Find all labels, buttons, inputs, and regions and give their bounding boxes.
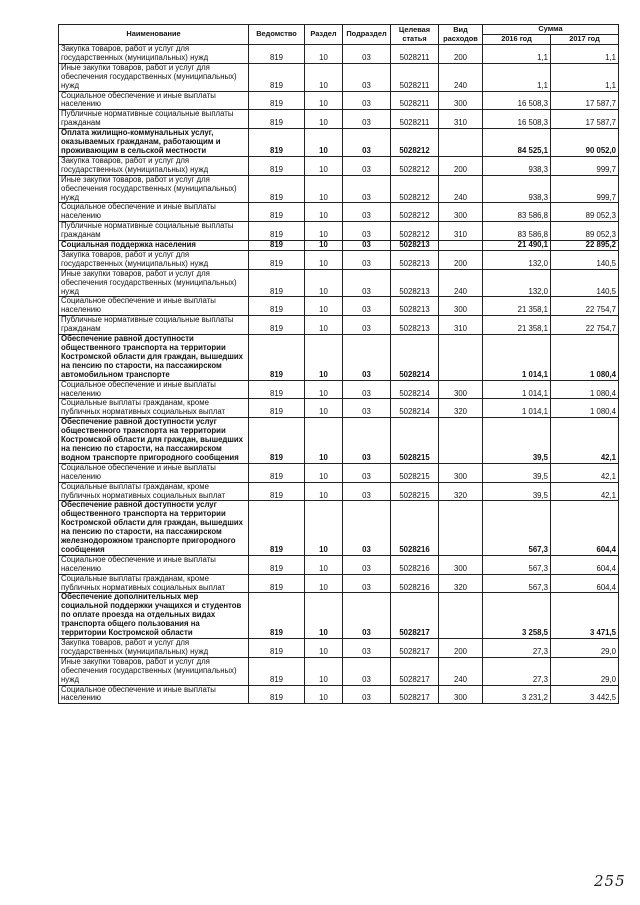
row-sum-2017: 999,7 bbox=[551, 175, 619, 203]
row-name: Социальная поддержка населения bbox=[59, 241, 249, 251]
row-subsection: 03 bbox=[343, 110, 391, 129]
header-department: Ведомство bbox=[249, 25, 305, 45]
row-section: 10 bbox=[305, 501, 343, 555]
row-expense-type: 300 bbox=[439, 91, 483, 110]
row-name: Социальное обеспечение и иные выплаты населению bbox=[59, 685, 249, 704]
row-subsection: 03 bbox=[343, 657, 391, 685]
row-department: 819 bbox=[249, 129, 305, 157]
row-sum-2016: 132,0 bbox=[483, 250, 551, 269]
row-subsection: 03 bbox=[343, 269, 391, 297]
table-row bbox=[59, 297, 619, 316]
row-sum-2017: 3 471,5 bbox=[551, 593, 619, 639]
row-sum-2016: 21 358,1 bbox=[483, 297, 551, 316]
table-row bbox=[59, 156, 619, 175]
row-subsection: 03 bbox=[343, 250, 391, 269]
row-sum-2017: 42,1 bbox=[551, 418, 619, 464]
row-target: 5028212 bbox=[391, 129, 439, 157]
row-subsection: 03 bbox=[343, 129, 391, 157]
row-subsection: 03 bbox=[343, 380, 391, 399]
row-sum-2017: 29,0 bbox=[551, 639, 619, 658]
table-row bbox=[59, 222, 619, 241]
row-sum-2016: 16 508,3 bbox=[483, 110, 551, 129]
row-sum-2017: 89 052,3 bbox=[551, 203, 619, 222]
row-section: 10 bbox=[305, 250, 343, 269]
row-name: Социальное обеспечение и иные выплаты населению bbox=[59, 91, 249, 110]
row-expense-type: 200 bbox=[439, 639, 483, 658]
row-name: Оплата жилищно-коммунальных услуг, оказываемых гражданам, работающим и проживающим в сельской местности bbox=[59, 129, 249, 157]
row-subsection: 03 bbox=[343, 91, 391, 110]
row-department: 819 bbox=[249, 463, 305, 482]
row-target: 5028217 bbox=[391, 657, 439, 685]
row-department: 819 bbox=[249, 269, 305, 297]
table-row bbox=[59, 203, 619, 222]
row-name: Социальные выплаты гражданам, кроме публичных нормативных социальных выплат bbox=[59, 399, 249, 418]
row-sum-2016: 39,5 bbox=[483, 463, 551, 482]
row-department: 819 bbox=[249, 297, 305, 316]
row-name: Публичные нормативные социальные выплаты гражданам bbox=[59, 316, 249, 335]
row-sum-2017: 1 080,4 bbox=[551, 380, 619, 399]
row-sum-2017: 29,0 bbox=[551, 657, 619, 685]
row-department: 819 bbox=[249, 63, 305, 91]
row-section: 10 bbox=[305, 203, 343, 222]
row-department: 819 bbox=[249, 241, 305, 251]
row-subsection: 03 bbox=[343, 555, 391, 574]
row-sum-2016: 567,3 bbox=[483, 555, 551, 574]
row-sum-2017: 22 895,2 bbox=[551, 241, 619, 251]
row-subsection: 03 bbox=[343, 335, 391, 381]
row-name: Социальное обеспечение и иные выплаты населению bbox=[59, 203, 249, 222]
row-name: Социальное обеспечение и иные выплаты населению bbox=[59, 380, 249, 399]
row-expense-type bbox=[439, 593, 483, 639]
table-body bbox=[59, 45, 619, 704]
row-department: 819 bbox=[249, 555, 305, 574]
row-department: 819 bbox=[249, 203, 305, 222]
row-sum-2016: 84 525,1 bbox=[483, 129, 551, 157]
row-expense-type: 310 bbox=[439, 110, 483, 129]
row-subsection: 03 bbox=[343, 463, 391, 482]
row-name: Иные закупки товаров, работ и услуг для обеспечения государственных (муниципальных) нужд bbox=[59, 63, 249, 91]
row-section: 10 bbox=[305, 269, 343, 297]
row-name: Публичные нормативные социальные выплаты гражданам bbox=[59, 222, 249, 241]
table-row bbox=[59, 399, 619, 418]
row-sum-2017: 999,7 bbox=[551, 156, 619, 175]
table-row bbox=[59, 269, 619, 297]
table-row bbox=[59, 63, 619, 91]
row-name: Обеспечение равной доступности услуг общественного транспорта на территории Костромской области для граждан, вышедших на пенсию по старости, на пассажирском железнодорожном транспорте пригородного сообщения bbox=[59, 501, 249, 555]
row-target: 5028213 bbox=[391, 297, 439, 316]
table-row bbox=[59, 175, 619, 203]
row-sum-2017: 17 587,7 bbox=[551, 91, 619, 110]
row-name: Обеспечение равной доступности услуг общественного транспорта на территории Костромской области для граждан, вышедших на пенсию по старости, на пассажирском водном транспорте пригородного сообщения bbox=[59, 418, 249, 464]
table-row bbox=[59, 463, 619, 482]
row-sum-2017: 140,5 bbox=[551, 250, 619, 269]
row-sum-2016: 1 014,1 bbox=[483, 335, 551, 381]
row-target: 5028215 bbox=[391, 482, 439, 501]
row-sum-2016: 3 258,5 bbox=[483, 593, 551, 639]
row-name: Социальные выплаты гражданам, кроме публичных нормативных социальных выплат bbox=[59, 482, 249, 501]
table-row bbox=[59, 482, 619, 501]
row-name: Обеспечение равной доступности общественного транспорта на территории Костромской области для граждан, вышедших на пенсию по старости, на пассажирском автомобильном транспорте bbox=[59, 335, 249, 381]
row-subsection: 03 bbox=[343, 222, 391, 241]
row-expense-type: 300 bbox=[439, 463, 483, 482]
row-target: 5028212 bbox=[391, 175, 439, 203]
row-subsection: 03 bbox=[343, 156, 391, 175]
row-sum-2017: 1 080,4 bbox=[551, 335, 619, 381]
row-target: 5028217 bbox=[391, 685, 439, 704]
row-name: Социальное обеспечение и иные выплаты населению bbox=[59, 555, 249, 574]
row-sum-2017: 604,4 bbox=[551, 574, 619, 593]
row-department: 819 bbox=[249, 593, 305, 639]
table-row bbox=[59, 241, 619, 251]
row-subsection: 03 bbox=[343, 45, 391, 64]
page-number: 255 bbox=[594, 872, 626, 890]
row-name: Социальное обеспечение и иные выплаты населению bbox=[59, 463, 249, 482]
row-sum-2017: 1 080,4 bbox=[551, 399, 619, 418]
table-row bbox=[59, 316, 619, 335]
row-sum-2016: 83 586,8 bbox=[483, 203, 551, 222]
row-sum-2016: 132,0 bbox=[483, 269, 551, 297]
row-name: Закупка товаров, работ и услуг для государственных (муниципальных) нужд bbox=[59, 639, 249, 658]
row-target: 5028216 bbox=[391, 555, 439, 574]
row-expense-type bbox=[439, 241, 483, 251]
row-section: 10 bbox=[305, 380, 343, 399]
header-name: Наименование bbox=[59, 25, 249, 45]
header-year-2017: 2017 год bbox=[551, 35, 619, 45]
row-expense-type: 300 bbox=[439, 203, 483, 222]
row-target: 5028211 bbox=[391, 91, 439, 110]
row-target: 5028217 bbox=[391, 639, 439, 658]
row-target: 5028214 bbox=[391, 335, 439, 381]
row-subsection: 03 bbox=[343, 593, 391, 639]
row-sum-2016: 567,3 bbox=[483, 501, 551, 555]
row-section: 10 bbox=[305, 639, 343, 658]
row-sum-2017: 3 442,5 bbox=[551, 685, 619, 704]
row-expense-type: 320 bbox=[439, 574, 483, 593]
row-target: 5028214 bbox=[391, 399, 439, 418]
row-expense-type: 240 bbox=[439, 657, 483, 685]
row-sum-2017: 90 052,0 bbox=[551, 129, 619, 157]
row-target: 5028215 bbox=[391, 418, 439, 464]
row-department: 819 bbox=[249, 156, 305, 175]
row-department: 819 bbox=[249, 91, 305, 110]
row-name: Закупка товаров, работ и услуг для государственных (муниципальных) нужд bbox=[59, 45, 249, 64]
row-department: 819 bbox=[249, 175, 305, 203]
row-section: 10 bbox=[305, 482, 343, 501]
row-department: 819 bbox=[249, 482, 305, 501]
row-expense-type: 320 bbox=[439, 399, 483, 418]
row-subsection: 03 bbox=[343, 501, 391, 555]
table-header bbox=[59, 25, 619, 45]
row-expense-type bbox=[439, 501, 483, 555]
row-subsection: 03 bbox=[343, 316, 391, 335]
row-name: Социальные выплаты гражданам, кроме публичных нормативных социальных выплат bbox=[59, 574, 249, 593]
row-section: 10 bbox=[305, 63, 343, 91]
budget-table bbox=[58, 24, 619, 704]
row-section: 10 bbox=[305, 555, 343, 574]
row-name: Закупка товаров, работ и услуг для государственных (муниципальных) нужд bbox=[59, 250, 249, 269]
row-target: 5028217 bbox=[391, 593, 439, 639]
row-target: 5028213 bbox=[391, 269, 439, 297]
row-name: Иные закупки товаров, работ и услуг для обеспечения государственных (муниципальных) нужд bbox=[59, 175, 249, 203]
row-section: 10 bbox=[305, 222, 343, 241]
row-expense-type: 240 bbox=[439, 175, 483, 203]
row-target: 5028211 bbox=[391, 110, 439, 129]
row-department: 819 bbox=[249, 399, 305, 418]
table-row bbox=[59, 335, 619, 381]
row-sum-2016: 83 586,8 bbox=[483, 222, 551, 241]
row-subsection: 03 bbox=[343, 175, 391, 203]
row-department: 819 bbox=[249, 316, 305, 335]
row-expense-type: 310 bbox=[439, 316, 483, 335]
row-section: 10 bbox=[305, 175, 343, 203]
table-row bbox=[59, 380, 619, 399]
row-section: 10 bbox=[305, 418, 343, 464]
row-section: 10 bbox=[305, 399, 343, 418]
row-expense-type: 240 bbox=[439, 269, 483, 297]
row-sum-2017: 22 754,7 bbox=[551, 316, 619, 335]
row-subsection: 03 bbox=[343, 685, 391, 704]
row-target: 5028212 bbox=[391, 156, 439, 175]
table-row bbox=[59, 657, 619, 685]
row-section: 10 bbox=[305, 45, 343, 64]
row-name: Социальное обеспечение и иные выплаты населению bbox=[59, 297, 249, 316]
row-target: 5028211 bbox=[391, 63, 439, 91]
row-subsection: 03 bbox=[343, 63, 391, 91]
row-department: 819 bbox=[249, 222, 305, 241]
row-sum-2016: 1 014,1 bbox=[483, 399, 551, 418]
row-sum-2017: 604,4 bbox=[551, 501, 619, 555]
row-department: 819 bbox=[249, 110, 305, 129]
row-department: 819 bbox=[249, 250, 305, 269]
row-department: 819 bbox=[249, 639, 305, 658]
row-department: 819 bbox=[249, 501, 305, 555]
row-target: 5028212 bbox=[391, 203, 439, 222]
row-section: 10 bbox=[305, 316, 343, 335]
row-sum-2017: 89 052,3 bbox=[551, 222, 619, 241]
row-sum-2017: 17 587,7 bbox=[551, 110, 619, 129]
table-row bbox=[59, 639, 619, 658]
row-department: 819 bbox=[249, 418, 305, 464]
row-section: 10 bbox=[305, 657, 343, 685]
row-section: 10 bbox=[305, 241, 343, 251]
row-expense-type: 320 bbox=[439, 482, 483, 501]
row-sum-2017: 1,1 bbox=[551, 63, 619, 91]
row-sum-2016: 21 490,1 bbox=[483, 241, 551, 251]
row-department: 819 bbox=[249, 380, 305, 399]
row-expense-type: 310 bbox=[439, 222, 483, 241]
header-target: Целевая статья bbox=[391, 25, 439, 45]
row-sum-2016: 21 358,1 bbox=[483, 316, 551, 335]
row-target: 5028213 bbox=[391, 316, 439, 335]
row-expense-type bbox=[439, 335, 483, 381]
table-row bbox=[59, 250, 619, 269]
table-row bbox=[59, 110, 619, 129]
table-row bbox=[59, 501, 619, 555]
row-sum-2016: 1,1 bbox=[483, 63, 551, 91]
row-sum-2017: 140,5 bbox=[551, 269, 619, 297]
row-expense-type: 300 bbox=[439, 555, 483, 574]
row-department: 819 bbox=[249, 685, 305, 704]
row-sum-2016: 27,3 bbox=[483, 639, 551, 658]
table-row bbox=[59, 593, 619, 639]
row-sum-2017: 1,1 bbox=[551, 45, 619, 64]
row-sum-2017: 42,1 bbox=[551, 463, 619, 482]
budget-sheet bbox=[58, 24, 618, 704]
row-target: 5028213 bbox=[391, 250, 439, 269]
row-department: 819 bbox=[249, 657, 305, 685]
row-target: 5028214 bbox=[391, 380, 439, 399]
row-subsection: 03 bbox=[343, 297, 391, 316]
table-row bbox=[59, 45, 619, 64]
row-section: 10 bbox=[305, 685, 343, 704]
table-row bbox=[59, 418, 619, 464]
row-section: 10 bbox=[305, 463, 343, 482]
row-expense-type bbox=[439, 418, 483, 464]
row-section: 10 bbox=[305, 593, 343, 639]
row-expense-type: 300 bbox=[439, 685, 483, 704]
row-expense-type: 300 bbox=[439, 380, 483, 399]
row-expense-type bbox=[439, 129, 483, 157]
row-section: 10 bbox=[305, 297, 343, 316]
row-section: 10 bbox=[305, 110, 343, 129]
row-department: 819 bbox=[249, 45, 305, 64]
row-target: 5028212 bbox=[391, 222, 439, 241]
row-name: Публичные нормативные социальные выплаты гражданам bbox=[59, 110, 249, 129]
row-name: Закупка товаров, работ и услуг для государственных (муниципальных) нужд bbox=[59, 156, 249, 175]
header-year-2016: 2016 год bbox=[483, 35, 551, 45]
row-department: 819 bbox=[249, 574, 305, 593]
row-subsection: 03 bbox=[343, 639, 391, 658]
row-section: 10 bbox=[305, 156, 343, 175]
row-name: Иные закупки товаров, работ и услуг для обеспечения государственных (муниципальных) нужд bbox=[59, 269, 249, 297]
row-expense-type: 240 bbox=[439, 63, 483, 91]
row-expense-type: 200 bbox=[439, 45, 483, 64]
row-target: 5028211 bbox=[391, 45, 439, 64]
row-subsection: 03 bbox=[343, 482, 391, 501]
row-target: 5028213 bbox=[391, 241, 439, 251]
row-sum-2016: 39,5 bbox=[483, 482, 551, 501]
table-row bbox=[59, 685, 619, 704]
row-section: 10 bbox=[305, 574, 343, 593]
table-row bbox=[59, 555, 619, 574]
row-sum-2016: 3 231,2 bbox=[483, 685, 551, 704]
table-row bbox=[59, 91, 619, 110]
row-subsection: 03 bbox=[343, 241, 391, 251]
row-sum-2016: 938,3 bbox=[483, 175, 551, 203]
row-sum-2016: 1 014,1 bbox=[483, 380, 551, 399]
row-sum-2016: 27,3 bbox=[483, 657, 551, 685]
row-section: 10 bbox=[305, 129, 343, 157]
row-sum-2016: 1,1 bbox=[483, 45, 551, 64]
row-department: 819 bbox=[249, 335, 305, 381]
row-subsection: 03 bbox=[343, 203, 391, 222]
row-subsection: 03 bbox=[343, 399, 391, 418]
row-target: 5028216 bbox=[391, 574, 439, 593]
row-name: Иные закупки товаров, работ и услуг для обеспечения государственных (муниципальных) нужд bbox=[59, 657, 249, 685]
row-name: Обеспечение дополнительных мер социальной поддержки учащихся и студентов по оплате проезда на отдельных видах транспорта общего пользования на территории Костромской области bbox=[59, 593, 249, 639]
row-sum-2017: 22 754,7 bbox=[551, 297, 619, 316]
row-section: 10 bbox=[305, 335, 343, 381]
row-subsection: 03 bbox=[343, 418, 391, 464]
row-section: 10 bbox=[305, 91, 343, 110]
row-expense-type: 300 bbox=[439, 297, 483, 316]
row-sum-2017: 42,1 bbox=[551, 482, 619, 501]
row-target: 5028215 bbox=[391, 463, 439, 482]
row-sum-2016: 16 508,3 bbox=[483, 91, 551, 110]
header-sum: Сумма bbox=[483, 25, 619, 35]
row-expense-type: 200 bbox=[439, 156, 483, 175]
row-sum-2016: 938,3 bbox=[483, 156, 551, 175]
table-row bbox=[59, 129, 619, 157]
row-subsection: 03 bbox=[343, 574, 391, 593]
row-expense-type: 200 bbox=[439, 250, 483, 269]
row-sum-2017: 604,4 bbox=[551, 555, 619, 574]
header-subsection: Подраздел bbox=[343, 25, 391, 45]
table-row bbox=[59, 574, 619, 593]
header-expense-type: Вид расходов bbox=[439, 25, 483, 45]
row-sum-2016: 39,5 bbox=[483, 418, 551, 464]
header-section: Раздел bbox=[305, 25, 343, 45]
row-sum-2016: 567,3 bbox=[483, 574, 551, 593]
row-target: 5028216 bbox=[391, 501, 439, 555]
